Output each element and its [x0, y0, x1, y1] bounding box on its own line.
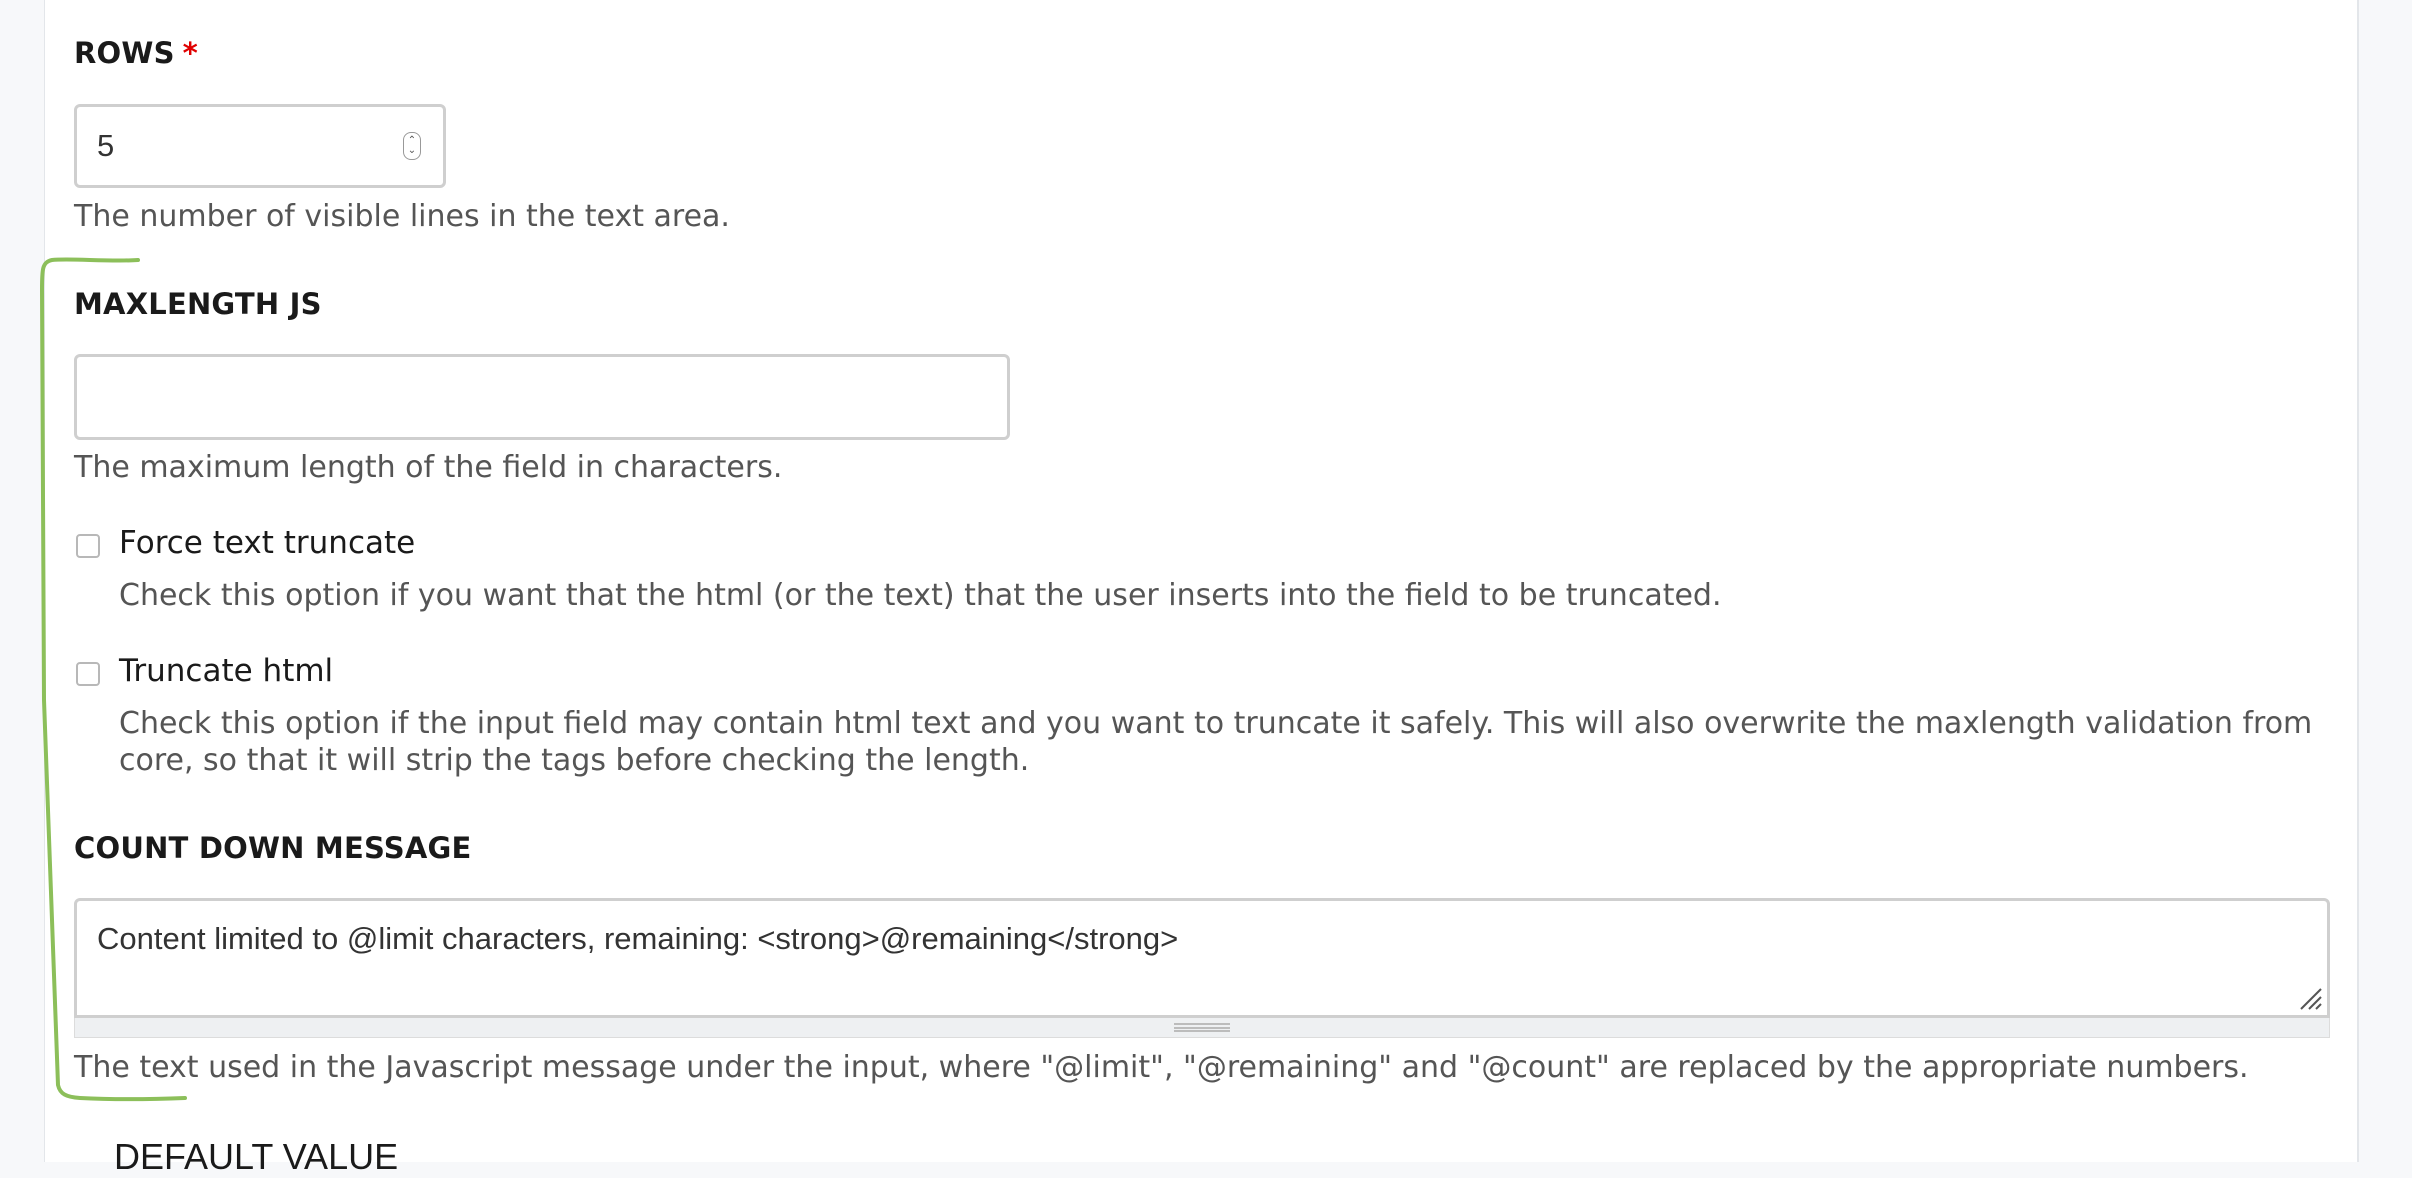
force-truncate-description: Check this option if you want that the html (or the text) that the user inserts into the field to be truncated.	[119, 578, 1722, 613]
truncate-html-label[interactable]: Truncate html	[119, 653, 334, 689]
countdown-description: The text used in the Javascript message under the input, where "@limit", "@remaining" and "@count" are replaced by the appropriate numbers.	[74, 1050, 2249, 1085]
default-value-heading: DEFAULT VALUE	[114, 1136, 399, 1177]
rows-description: The number of visible lines in the text area.	[74, 199, 730, 234]
rows-value: 5	[97, 128, 115, 163]
number-spinner-icon[interactable]: ⌃ ⌄	[403, 132, 421, 160]
required-marker: *	[182, 36, 199, 70]
maxlength-label: MAXLENGTH JS	[74, 287, 322, 321]
force-truncate-label[interactable]: Force text truncate	[119, 525, 416, 561]
countdown-label: COUNT DOWN MESSAGE	[74, 831, 472, 865]
maxlength-description: The maximum length of the field in characters.	[74, 450, 783, 485]
truncate-html-description: Check this option if the input field may contain html text and you want to truncate it safely. This will also overwrite the maxlength validation from core, so that it will strip the tags before checking the length.	[119, 706, 2313, 778]
rows-label: ROWS *	[74, 36, 199, 70]
countdown-value: Content limited to @limit characters, remaining: <strong>@remaining</strong>	[97, 921, 1179, 956]
